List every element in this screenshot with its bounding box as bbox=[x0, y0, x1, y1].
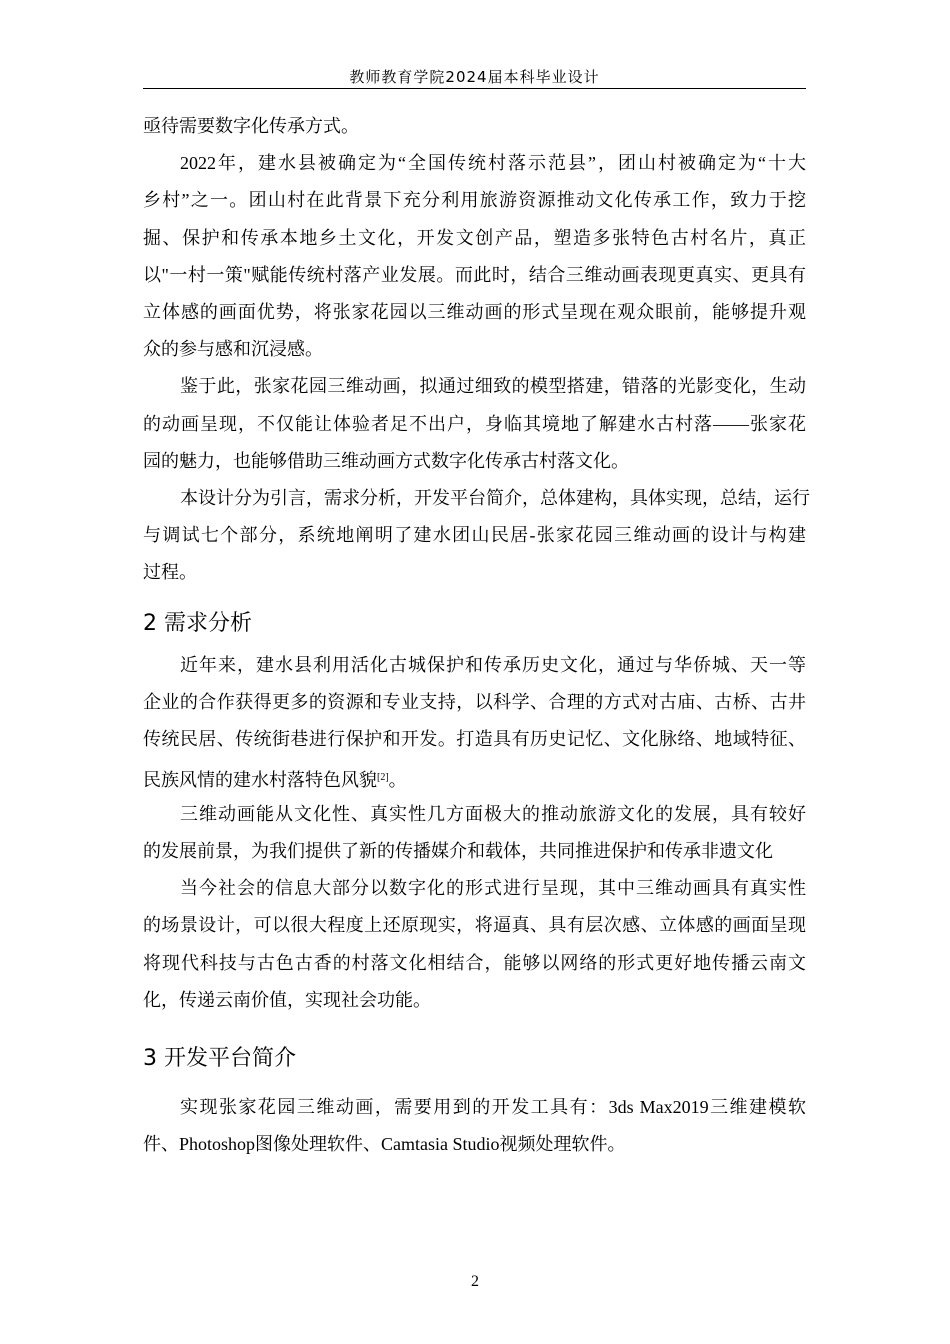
section3-paragraphs bbox=[143, 1089, 806, 1163]
text-line: 化，传递云南价值，实现社会功能。 bbox=[143, 989, 431, 1010]
text-line: 近年来，建水县利用活化古城保护和传承历史文化，通过与华侨城、天一等 bbox=[180, 655, 806, 675]
section2-paragraphs bbox=[143, 647, 806, 1019]
text-line: 2022年，建水县被确定为“全国传统村落示范县”，团山村被确定为“十大 bbox=[180, 153, 806, 174]
text-span: 。 bbox=[388, 769, 407, 790]
text-line: 传统民居、传统街巷进行保护和开发。打造具有历史记忆、文化脉络、地域特征、 bbox=[143, 729, 806, 750]
text-line bbox=[143, 759, 806, 796]
header-rule bbox=[143, 88, 806, 89]
section-heading: 3 开发平台简介 bbox=[143, 1046, 296, 1071]
running-header: 教师教育学院2024届本科毕业设计 bbox=[349, 68, 600, 86]
text-line: 三维动画能从文化性、真实性几方面极大的推动旅游文化的发展，具有较好 bbox=[180, 803, 806, 824]
text-line: 的动画呈现，不仅能让体验者足不出户，身临其境地了解建水古村落——张家花 bbox=[143, 413, 806, 434]
text-line: 掘、保护和传承本地乡土文化，开发文创产品，塑造多张特色古村名片，真正 bbox=[143, 227, 806, 248]
text-line: 立体感的画面优势，将张家花园以三维动画的形式呈现在观众眼前，能够提升观 bbox=[143, 301, 806, 322]
text-line: 鉴于此，张家花园三维动画，拟通过细致的模型搭建，错落的光影变化，生动 bbox=[180, 376, 806, 397]
text-line: 将现代科技与古色古香的村落文化相结合，能够以网络的形式更好地传播云南文 bbox=[143, 952, 806, 973]
text-line: 亟待需要数字化传承方式。 bbox=[143, 116, 359, 136]
intro-continued-paragraphs bbox=[143, 108, 810, 591]
text-line: 与调试七个部分，系统地阐明了建水团山民居-张家花园三维动画的设计与构建 bbox=[143, 525, 806, 546]
text-span: 民族风情的建水村落特色风貌 bbox=[143, 769, 377, 790]
text-line: 件、Photoshop图像处理软件、Camtasia Studio视频处理软件。 bbox=[143, 1134, 626, 1155]
section-heading: 2 需求分析 bbox=[143, 611, 252, 636]
text-line: 实现张家花园三维动画，需要用到的开发工具有：3ds Max2019三维建模软 bbox=[180, 1097, 806, 1117]
text-line: 过程。 bbox=[143, 562, 197, 583]
text-line: 的发展前景，为我们提供了新的传播媒介和载体，共同推进保护和传承非遗文化 bbox=[143, 840, 773, 861]
text-line: 众的参与感和沉浸感。 bbox=[143, 339, 323, 360]
text-line: 乡村”之一。团山村在此背景下充分利用旅游资源推动文化传承工作，致力于挖 bbox=[143, 190, 806, 211]
text-line: 的场景设计，可以很大程度上还原现实，将逼真、具有层次感、立体感的画面呈现 bbox=[143, 915, 806, 936]
citation-link[interactable]: [2] bbox=[377, 771, 389, 783]
text-line: 以"一村一策"赋能传统村落产业发展。而此时，结合三维动画表现更真实、更具有 bbox=[143, 264, 806, 285]
text-line: 园的魅力，也能够借助三维动画方式数字化传承古村落文化。 bbox=[143, 450, 629, 471]
text-line: 本设计分为引言，需求分析，开发平台简介，总体建构，具体实现，总结，运行 bbox=[180, 487, 810, 508]
text-line: 当今社会的信息大部分以数字化的形式进行呈现，其中三维动画具有真实性 bbox=[180, 878, 806, 899]
page-number: 2 bbox=[471, 1273, 479, 1290]
text-line: 企业的合作获得更多的资源和专业支持，以科学、合理的方式对古庙、古桥、古井 bbox=[143, 692, 806, 713]
